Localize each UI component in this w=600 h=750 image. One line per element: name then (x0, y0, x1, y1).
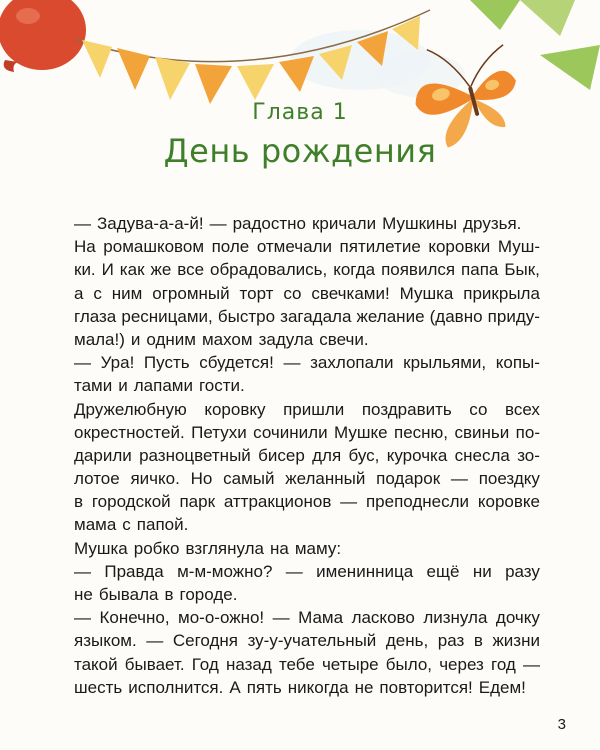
text-line: мала!) и одним махом задула свечи. (74, 329, 369, 349)
text-line: такой бывает. Год назад тебе четыре было, через год — (74, 654, 540, 674)
text-line: дарили разноцветный бисер для бус, курочка снесла зо- (74, 445, 540, 465)
text-line: мама с папой. (74, 515, 189, 535)
balloon-icon (0, 0, 86, 72)
text-line: глаза ресницами, быстро загадала желание (давно приду- (74, 306, 540, 326)
chapter-title: День рождения (163, 132, 437, 170)
text-line: Мушка робко взглянула на маму: (74, 538, 342, 558)
text-line: лотое яичко. Но самый желанный подарок — поездку (74, 469, 540, 489)
text-line: а с ним огромный торт со свечками! Мушка прикрыла (74, 283, 540, 303)
text-line: — Ура! Пусть сбудется! — захлопали крыльями, копы- (74, 353, 540, 373)
text-line: не бывала в городе. (74, 585, 238, 604)
text-line: На ромашковом поле отмечали пятилетие коровки Муш- (74, 237, 540, 257)
text-line: языком. — Сегодня зу-у-учательный день, раз в жизни (74, 631, 540, 651)
page-number: 3 (557, 716, 566, 733)
text-line: шесть исполнится. А пять никогда не повторится! Едем! (74, 677, 526, 697)
chapter-number: Глава 1 (252, 100, 348, 125)
text-line: в городской парк аттракционов — преподнесли коровке (74, 492, 540, 512)
text-line: ки. И как же все обрадовались, когда появился папа Бык, (74, 260, 540, 280)
chapter-body (74, 212, 540, 699)
text-line: окрестностей. Петухи сочинили Мушке песню, свиньи по- (74, 422, 540, 442)
text-line: Дружелюбную коровку пришли поздравить со всех (74, 399, 540, 419)
text-line: — Задува-а-а-й! — радостно кричали Мушкины друзья. (74, 214, 522, 233)
text-line: — Конечно, мо-о-ожно! — Мама ласково лизнула дочку (74, 608, 540, 628)
text-line: — Правда м-м-можно? — именинница ещё ни разу (74, 561, 540, 581)
text-line: тами и лапами гости. (74, 376, 245, 396)
